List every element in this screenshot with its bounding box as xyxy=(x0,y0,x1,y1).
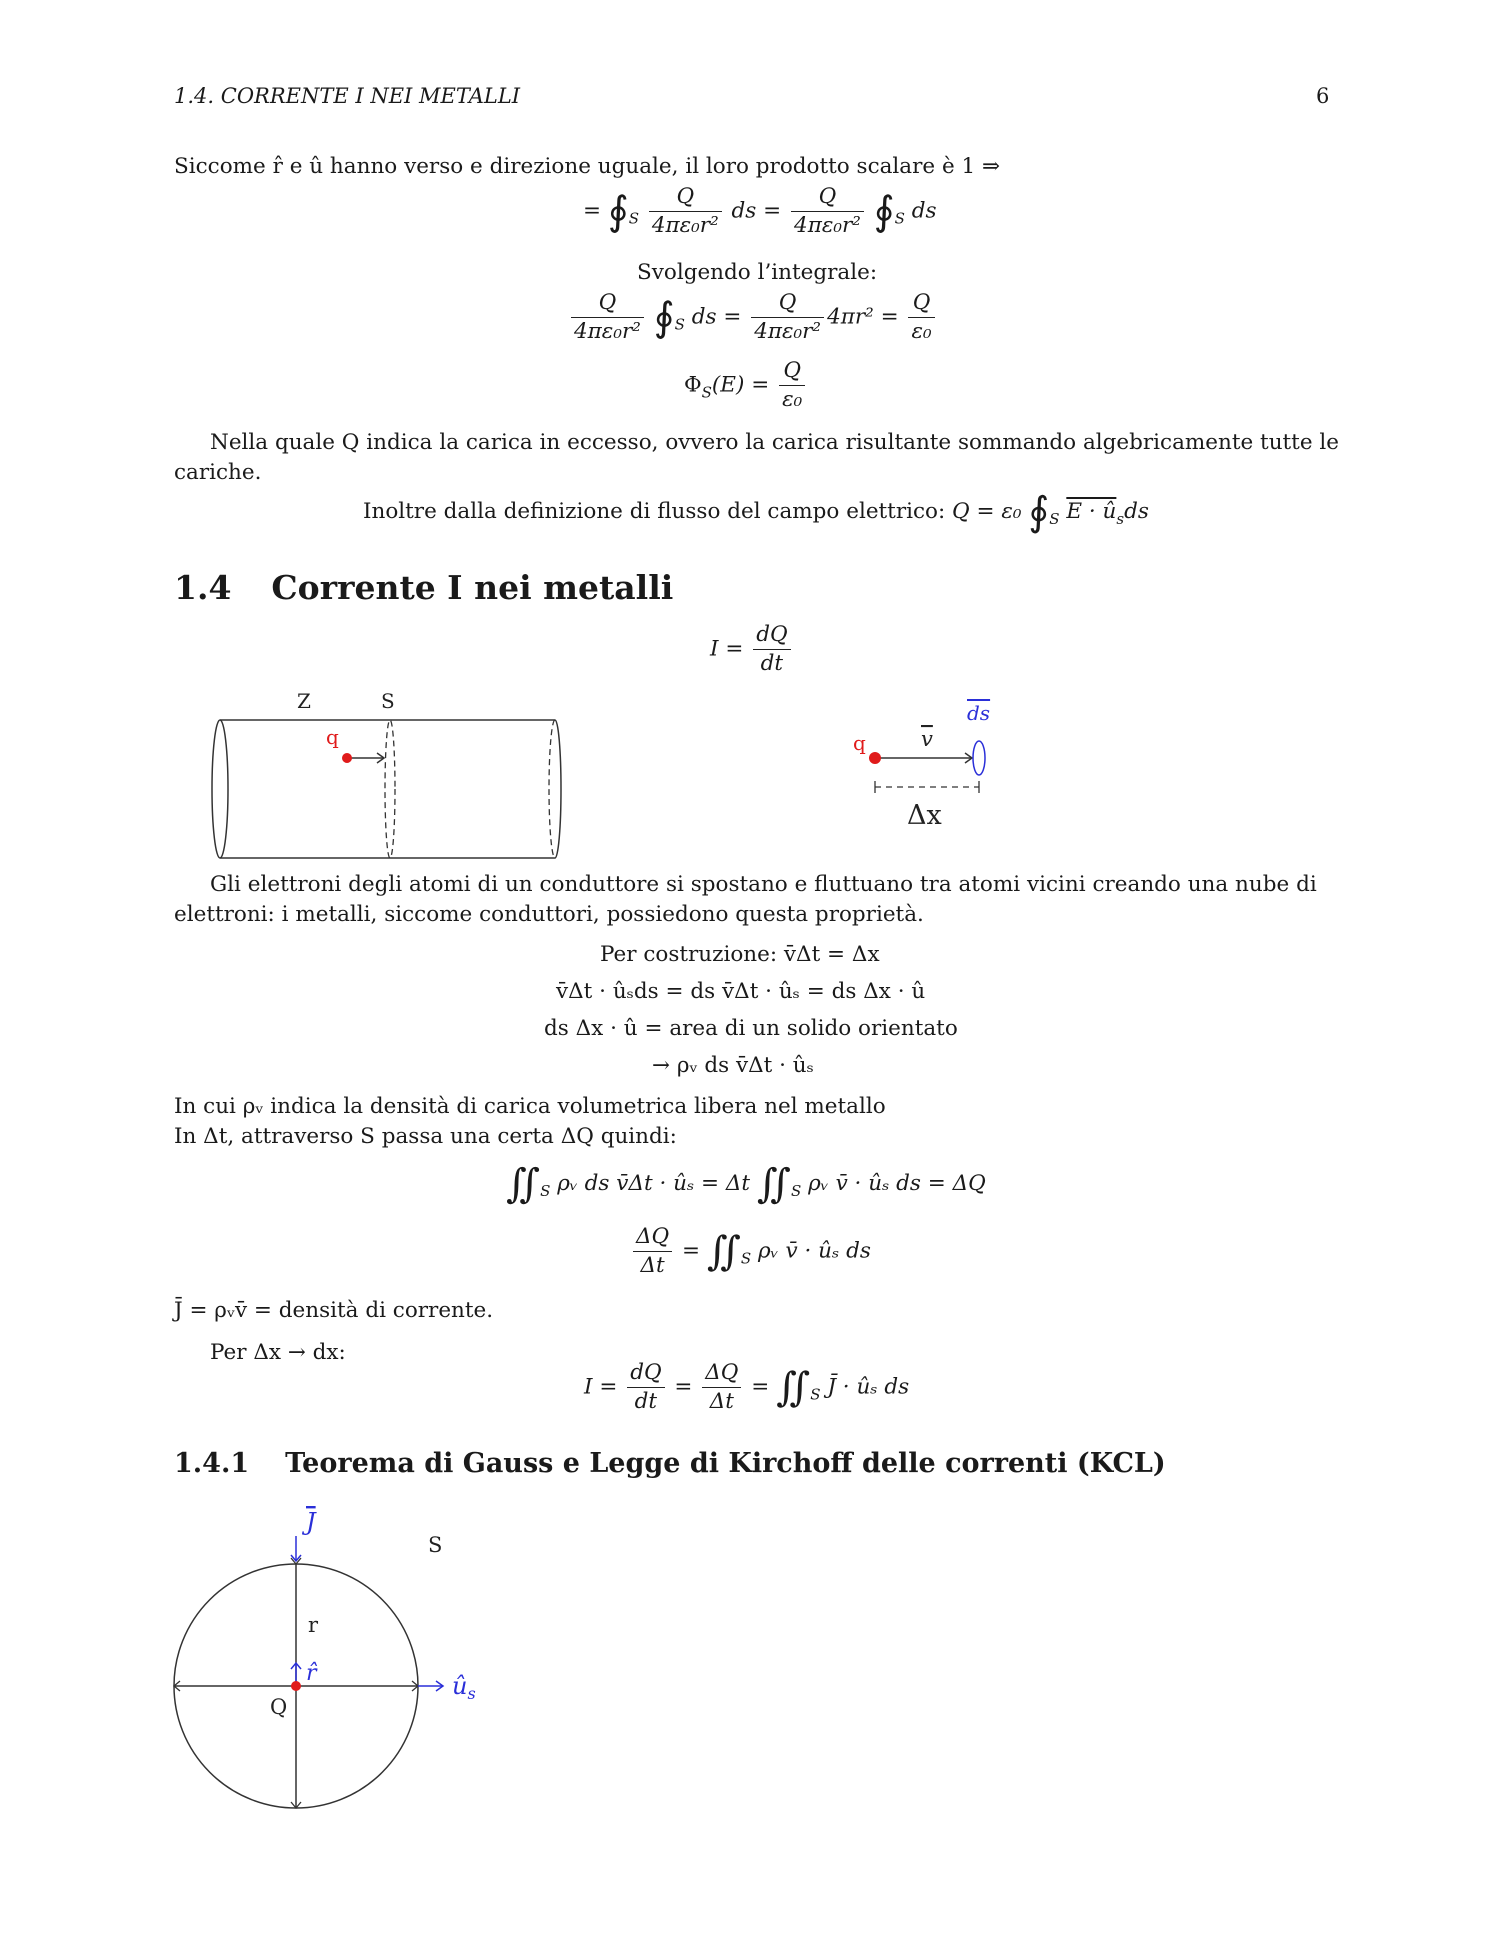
equation-charge-flow: $∬_S$ ρᵥ ds v̄Δt · ûₛ = Δt $∬_S$ ρᵥ v̄ · ûₛ ds = ΔQ xyxy=(506,1161,986,1207)
current-density-definition: J̄ = ρᵥv̄ = densità di corrente. xyxy=(174,1298,494,1323)
label-j: J xyxy=(306,1508,316,1536)
equation-gauss-law: $\Phi_S(E)$ = $\frac{Q}{\text{ε₀}}$ xyxy=(684,358,808,413)
equation-flux-integral: = $∮_S$ $\frac{Q}{\text{4πε₀r²}}$ ds = $\frac{Q}{\text{4πε₀r²}}$ $∮_S$ ds xyxy=(583,184,937,238)
paragraph-density-line2: In Δt, attraverso S passa una certa ΔQ quindi: xyxy=(174,1124,677,1149)
label-r: r xyxy=(308,1613,319,1637)
label-z: Z xyxy=(297,690,311,713)
equation-current-integral: I = $\frac{dQ}{dt}$ = $\frac{\Delta Q}{\Delta t}$ = $∬_S$ J̄ · ûₛ ds xyxy=(584,1360,910,1414)
label-q: Q xyxy=(270,1695,288,1719)
charge-q-dot xyxy=(291,1681,301,1691)
paragraph-density-line1: In cui ρᵥ indica la densità di carica volumetrica libera nel metallo xyxy=(174,1094,886,1119)
figure-conductor-cylinder xyxy=(200,690,570,870)
construction-line-3: ds Δx · û = area di un solido orientato xyxy=(544,1016,958,1041)
svolgendo-label: Svolgendo l’integrale: xyxy=(637,260,878,285)
label-q: q xyxy=(853,731,866,755)
running-header-section: 1.4. CORRENTE I NEI METALLI xyxy=(174,84,521,108)
label-us: $û_s$ xyxy=(452,1672,476,1703)
label-s: S xyxy=(428,1533,443,1557)
page-number: 6 xyxy=(1316,84,1330,108)
construction-line-2: v̄Δt · ûₛds = ds v̄Δt · ûₛ = ds Δx · û xyxy=(556,979,926,1004)
paragraph-electrons-line1: Gli elettroni degli atomi di un conduttore si spostano e fluttuano tra atomi vicini creando una nube di xyxy=(210,872,1317,897)
label-s: S xyxy=(381,690,395,713)
equation-integral-result: $\frac{Q}{\text{4πε₀r²}}$ $∮_S$ ds = $\frac{Q}{\text{4πε₀r²}}$ 4πr² = $\frac{Q}{\text{ε₀}}$ xyxy=(568,290,938,345)
equation-current: I = $\frac{dQ}{dt}$ xyxy=(710,622,794,677)
subsection-heading: 1.4.1 Teorema di Gauss e Legge di Kirchoff delle correnti (KCL) xyxy=(174,1448,1166,1479)
figure-gauss-circle xyxy=(160,1500,500,1820)
paragraph-charge-line1: Nella quale Q indica la carica in eccesso, ovvero la carica risultante sommando algebricamente tutte le xyxy=(210,430,1339,455)
surface-s-section xyxy=(385,720,395,858)
label-delta-x: Δx xyxy=(907,800,942,830)
paragraph-charge-line2: cariche. xyxy=(174,460,262,485)
label-v: v xyxy=(921,727,933,751)
section-heading: 1.4 Corrente I nei metalli xyxy=(174,568,674,607)
label-q: q xyxy=(326,725,339,749)
charge-q-dot xyxy=(342,753,352,763)
paragraph-electrons-line2: elettroni: i metalli, siccome conduttori, possiedono questa proprietà. xyxy=(174,902,924,927)
surface-ds-icon xyxy=(973,741,985,775)
charge-q-dot xyxy=(869,752,881,764)
figure-velocity-vector xyxy=(845,690,1015,830)
cylinder-right-end xyxy=(555,720,561,858)
flux-definition-line: Inoltre dalla definizione di flusso del campo elettrico: Q = ε₀ $∮_S$ $E \cdot û_sds$ xyxy=(363,489,1149,535)
construction-line-1: Per costruzione: v̄Δt = Δx xyxy=(600,942,880,967)
label-r-hat: r̂ xyxy=(306,1661,317,1686)
intro-line: Siccome r̂ e û hanno verso e direzione uguale, il loro prodotto scalare è 1 ⇒ xyxy=(174,154,1001,179)
cylinder-right-hidden xyxy=(549,720,555,858)
label-ds: ds xyxy=(967,701,991,725)
per-dx-label: Per Δx → dx: xyxy=(210,1340,346,1365)
construction-line-4: → ρᵥ ds v̄Δt · ûₛ xyxy=(652,1053,814,1078)
equation-delta-q: $\frac{\Delta Q}{\Delta t}$ = $∬_S$ ρᵥ v̄ · ûₛ ds xyxy=(630,1224,871,1279)
cylinder-left-end xyxy=(212,720,228,858)
